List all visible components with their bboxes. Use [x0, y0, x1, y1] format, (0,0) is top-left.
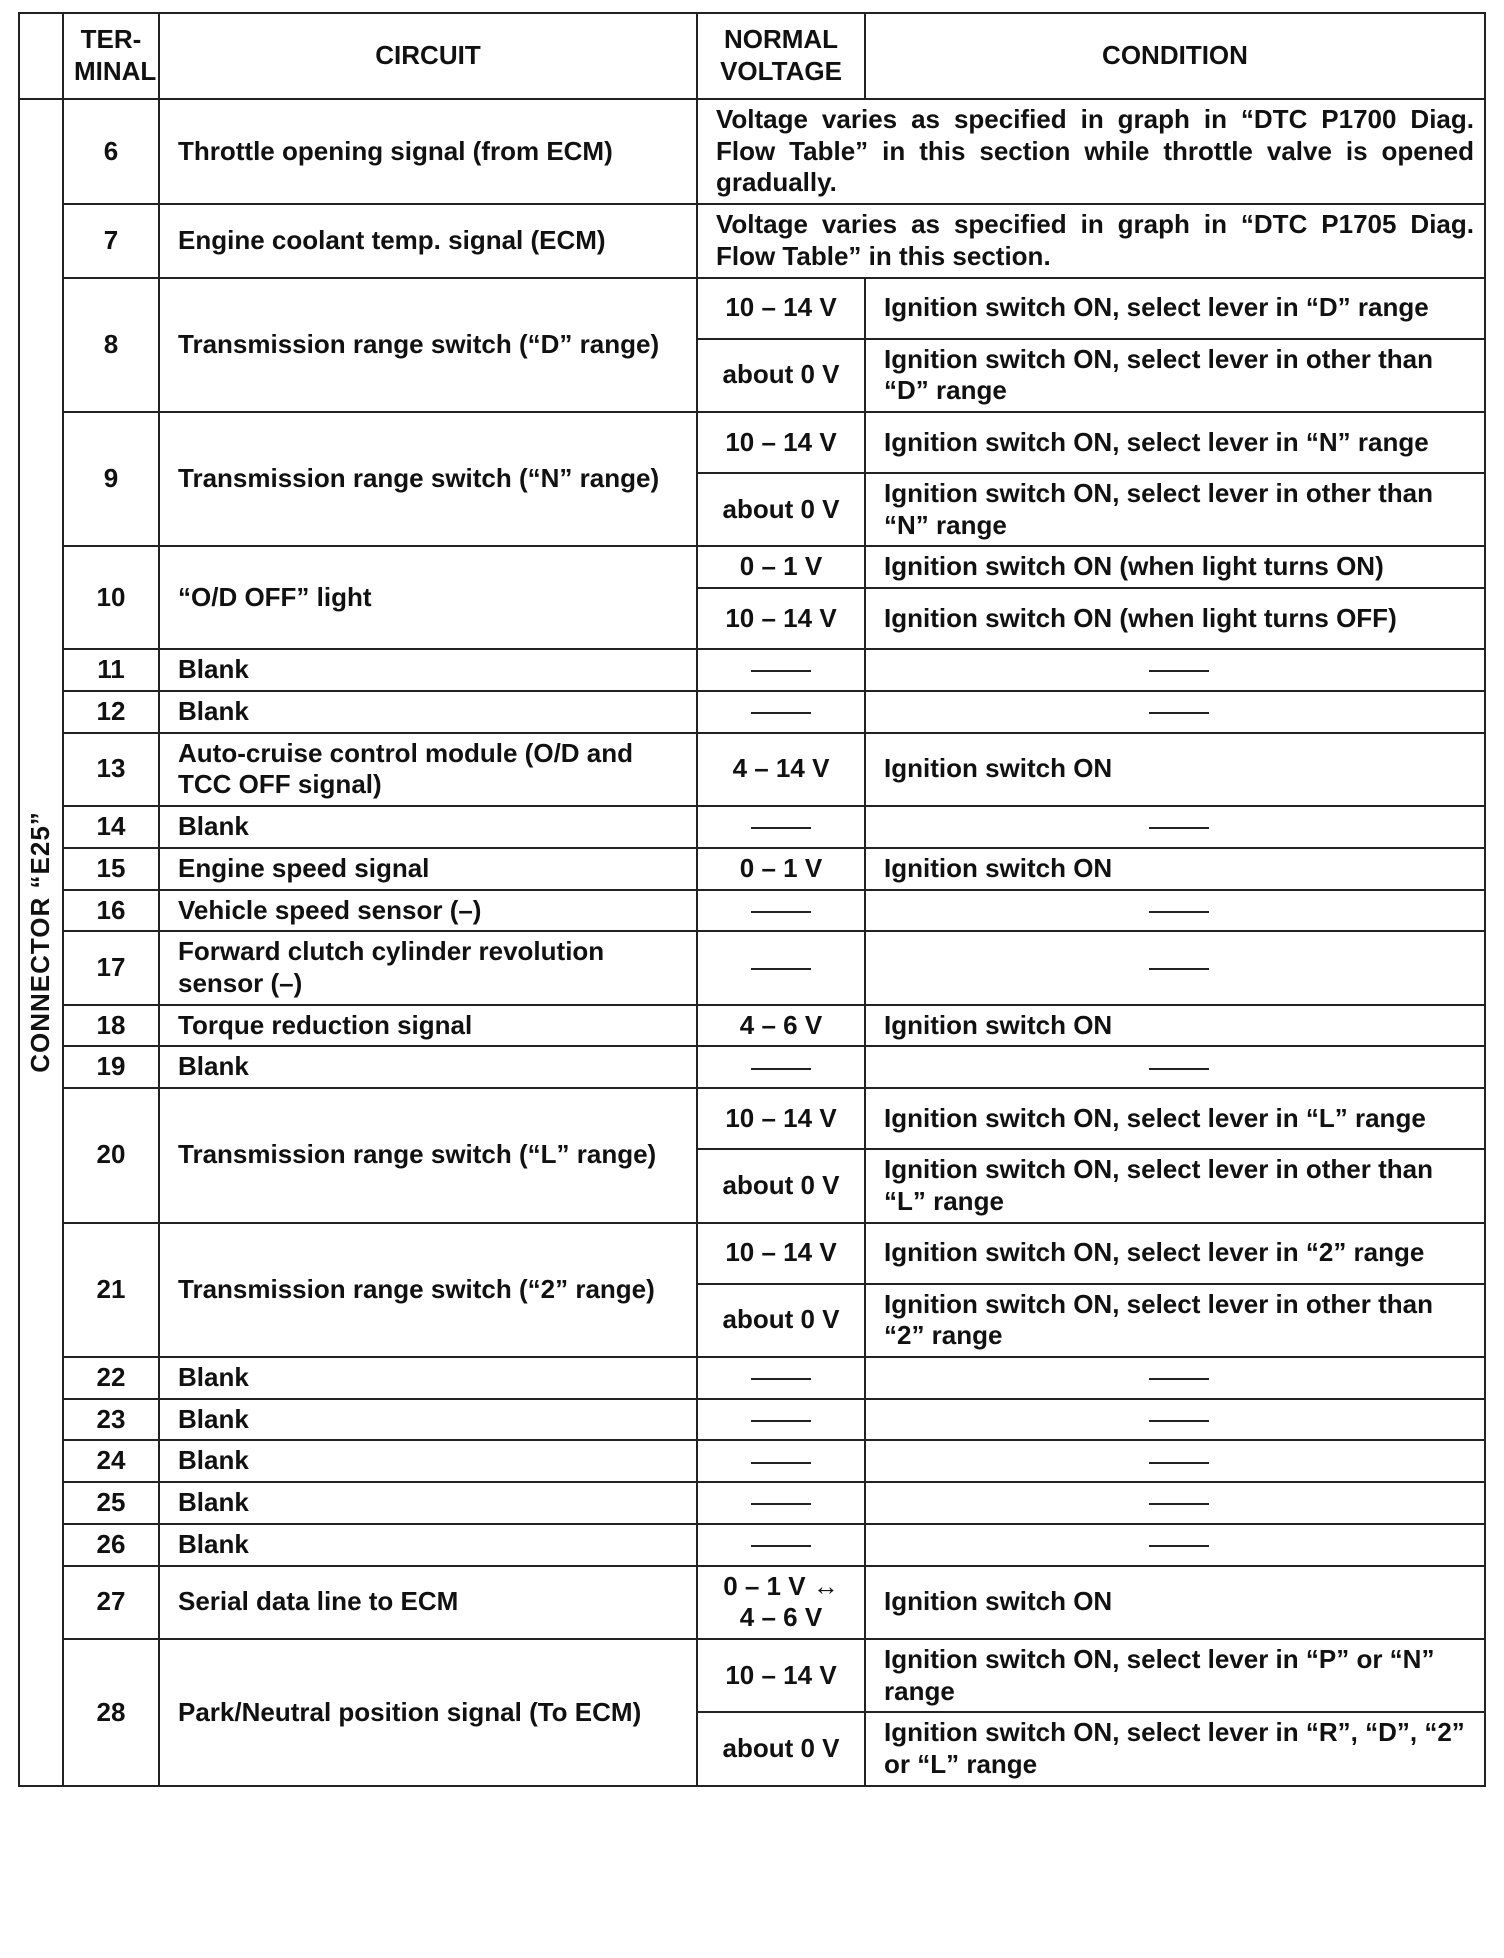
circuit-name: Blank	[159, 649, 697, 691]
terminal-number: 23	[63, 1399, 159, 1441]
voltage-blank	[697, 806, 865, 848]
dash-mark	[751, 670, 811, 672]
circuit-name: Throttle opening signal (from ECM)	[159, 99, 697, 204]
table-row	[19, 412, 1485, 473]
condition: Ignition switch ON (when light turns ON)	[865, 546, 1485, 588]
terminal-table-page	[18, 12, 1484, 1787]
dash-mark	[751, 1378, 811, 1380]
dash-mark	[1149, 1378, 1209, 1380]
voltage-note: Voltage varies as specified in graph in “DTC P1705 Diag. Flow Table” in this section.	[697, 204, 1485, 277]
terminal-number: 13	[63, 733, 159, 806]
circuit-name: Forward clutch cylinder revolution sensor (–)	[159, 931, 697, 1004]
table-row	[19, 1046, 1485, 1088]
table-row	[19, 1357, 1485, 1399]
condition: Ignition switch ON	[865, 1566, 1485, 1639]
table-row	[19, 890, 1485, 932]
normal-voltage: 4 – 14 V	[697, 733, 865, 806]
table-row	[19, 733, 1485, 806]
table-row	[19, 1482, 1485, 1524]
dash-mark	[1149, 1420, 1209, 1422]
voltage-blank	[697, 1046, 865, 1088]
condition-blank	[865, 649, 1485, 691]
circuit-name: Blank	[159, 806, 697, 848]
table-row	[19, 1399, 1485, 1441]
terminal-number: 20	[63, 1088, 159, 1222]
table-row	[19, 848, 1485, 890]
terminal-number: 11	[63, 649, 159, 691]
table-row	[19, 99, 1485, 204]
condition: Ignition switch ON, select lever in “2” range	[865, 1223, 1485, 1284]
dash-mark	[1149, 1068, 1209, 1070]
normal-voltage: 10 – 14 V	[697, 588, 865, 649]
condition: Ignition switch ON, select lever in other than “2” range	[865, 1284, 1485, 1357]
table-row	[19, 546, 1485, 588]
table-row	[19, 1005, 1485, 1047]
header-terminal: TER- MINAL	[63, 13, 159, 99]
dash-mark	[751, 911, 811, 913]
normal-voltage: about 0 V	[697, 1712, 865, 1785]
dash-mark	[751, 1420, 811, 1422]
circuit-name: Transmission range switch (“2” range)	[159, 1223, 697, 1357]
condition: Ignition switch ON	[865, 1005, 1485, 1047]
normal-voltage: 4 – 6 V	[697, 1005, 865, 1047]
dash-mark	[1149, 827, 1209, 829]
circuit-name: Vehicle speed sensor (–)	[159, 890, 697, 932]
table-row	[19, 204, 1485, 277]
voltage-blank	[697, 1357, 865, 1399]
connector-label: CONNECTOR “E25”	[25, 811, 56, 1074]
table-row	[19, 1440, 1485, 1482]
normal-voltage: 0 – 1 V	[697, 546, 865, 588]
terminal-number: 10	[63, 546, 159, 649]
dash-mark	[751, 1462, 811, 1464]
circuit-name: Engine speed signal	[159, 848, 697, 890]
condition: Ignition switch ON, select lever in “N” range	[865, 412, 1485, 473]
dash-mark	[751, 1068, 811, 1070]
terminal-number: 22	[63, 1357, 159, 1399]
circuit-name: Transmission range switch (“N” range)	[159, 412, 697, 546]
circuit-name: Torque reduction signal	[159, 1005, 697, 1047]
terminal-number: 8	[63, 278, 159, 412]
header-voltage: NORMAL VOLTAGE	[697, 13, 865, 99]
voltage-blank	[697, 691, 865, 733]
normal-voltage: 0 – 1 V	[697, 848, 865, 890]
normal-voltage: 10 – 14 V	[697, 412, 865, 473]
header-blank	[19, 13, 63, 99]
condition-blank	[865, 1482, 1485, 1524]
table-row	[19, 649, 1485, 691]
condition: Ignition switch ON, select lever in “L” range	[865, 1088, 1485, 1149]
normal-voltage: 10 – 14 V	[697, 1223, 865, 1284]
header-condition: CONDITION	[865, 13, 1485, 99]
voltage-note: Voltage varies as specified in graph in “DTC P1700 Diag. Flow Table” in this section while throttle valve is opened gradually.	[697, 99, 1485, 204]
circuit-name: “O/D OFF” light	[159, 546, 697, 649]
circuit-name: Auto-cruise control module (O/D and TCC OFF signal)	[159, 733, 697, 806]
dash-mark	[1149, 1462, 1209, 1464]
terminal-number: 7	[63, 204, 159, 277]
table-row	[19, 1639, 1485, 1712]
normal-voltage: 10 – 14 V	[697, 278, 865, 339]
dash-mark	[751, 1503, 811, 1505]
table-row	[19, 1566, 1485, 1639]
condition: Ignition switch ON, select lever in other than “L” range	[865, 1149, 1485, 1222]
terminal-number: 28	[63, 1639, 159, 1786]
dash-mark	[751, 827, 811, 829]
terminal-table	[18, 12, 1486, 1787]
voltage-blank	[697, 1440, 865, 1482]
terminal-number: 26	[63, 1524, 159, 1566]
circuit-name: Blank	[159, 1357, 697, 1399]
dash-mark	[1149, 670, 1209, 672]
terminal-number: 24	[63, 1440, 159, 1482]
voltage-blank	[697, 1524, 865, 1566]
table-row	[19, 931, 1485, 1004]
table-row	[19, 1088, 1485, 1149]
circuit-name: Transmission range switch (“L” range)	[159, 1088, 697, 1222]
header-row	[19, 13, 1485, 99]
normal-voltage: about 0 V	[697, 1149, 865, 1222]
terminal-number: 25	[63, 1482, 159, 1524]
normal-voltage: 10 – 14 V	[697, 1639, 865, 1712]
circuit-name: Park/Neutral position signal (To ECM)	[159, 1639, 697, 1786]
condition: Ignition switch ON, select lever in other than “D” range	[865, 339, 1485, 412]
circuit-name: Serial data line to ECM	[159, 1566, 697, 1639]
circuit-name: Blank	[159, 691, 697, 733]
terminal-number: 16	[63, 890, 159, 932]
terminal-number: 9	[63, 412, 159, 546]
dash-mark	[751, 968, 811, 970]
table-row	[19, 278, 1485, 339]
dash-mark	[1149, 911, 1209, 913]
condition: Ignition switch ON, select lever in other than “N” range	[865, 473, 1485, 546]
normal-voltage: 0 – 1 V ↔ 4 – 6 V	[697, 1566, 865, 1639]
table-row	[19, 1524, 1485, 1566]
voltage-blank	[697, 931, 865, 1004]
connector-label-cell	[19, 99, 63, 1786]
condition: Ignition switch ON	[865, 733, 1485, 806]
circuit-name: Blank	[159, 1399, 697, 1441]
condition: Ignition switch ON, select lever in “D” range	[865, 278, 1485, 339]
circuit-name: Blank	[159, 1482, 697, 1524]
circuit-name: Engine coolant temp. signal (ECM)	[159, 204, 697, 277]
terminal-number: 27	[63, 1566, 159, 1639]
terminal-number: 18	[63, 1005, 159, 1047]
terminal-number: 21	[63, 1223, 159, 1357]
table-row	[19, 1223, 1485, 1284]
condition: Ignition switch ON, select lever in “R”, “D”, “2” or “L” range	[865, 1712, 1485, 1785]
terminal-number: 6	[63, 99, 159, 204]
condition-blank	[865, 1046, 1485, 1088]
condition: Ignition switch ON	[865, 848, 1485, 890]
circuit-name: Blank	[159, 1046, 697, 1088]
normal-voltage: 10 – 14 V	[697, 1088, 865, 1149]
header-circuit: CIRCUIT	[159, 13, 697, 99]
voltage-blank	[697, 1482, 865, 1524]
dash-mark	[1149, 1503, 1209, 1505]
condition-blank	[865, 1440, 1485, 1482]
condition-blank	[865, 890, 1485, 932]
condition-blank	[865, 806, 1485, 848]
condition-blank	[865, 1357, 1485, 1399]
normal-voltage: about 0 V	[697, 1284, 865, 1357]
terminal-number: 12	[63, 691, 159, 733]
terminal-number: 17	[63, 931, 159, 1004]
terminal-number: 15	[63, 848, 159, 890]
terminal-number: 19	[63, 1046, 159, 1088]
voltage-blank	[697, 1399, 865, 1441]
terminal-number: 14	[63, 806, 159, 848]
dash-mark	[751, 1545, 811, 1547]
condition-blank	[865, 1399, 1485, 1441]
condition-blank	[865, 931, 1485, 1004]
circuit-name: Blank	[159, 1524, 697, 1566]
table-row	[19, 806, 1485, 848]
circuit-name: Transmission range switch (“D” range)	[159, 278, 697, 412]
dash-mark	[751, 712, 811, 714]
dash-mark	[1149, 1545, 1209, 1547]
condition: Ignition switch ON, select lever in “P” or “N” range	[865, 1639, 1485, 1712]
circuit-name: Blank	[159, 1440, 697, 1482]
dash-mark	[1149, 968, 1209, 970]
condition-blank	[865, 691, 1485, 733]
dash-mark	[1149, 712, 1209, 714]
normal-voltage: about 0 V	[697, 339, 865, 412]
table-row	[19, 691, 1485, 733]
voltage-blank	[697, 890, 865, 932]
condition: Ignition switch ON (when light turns OFF)	[865, 588, 1485, 649]
condition-blank	[865, 1524, 1485, 1566]
table-body	[19, 99, 1485, 1786]
voltage-blank	[697, 649, 865, 691]
normal-voltage: about 0 V	[697, 473, 865, 546]
